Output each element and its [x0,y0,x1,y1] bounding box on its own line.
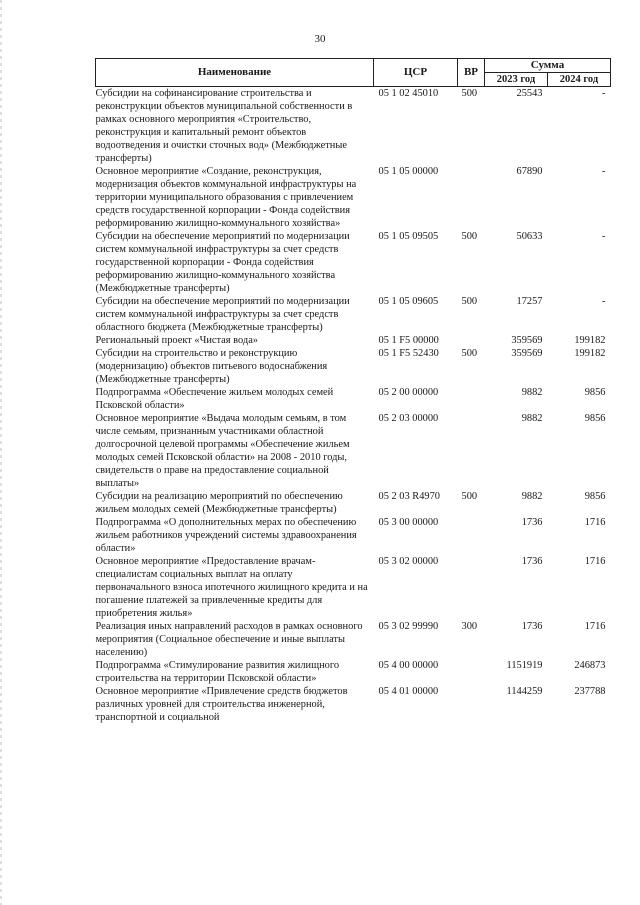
row-csr-cell: 05 2 03 R4970 [378,491,440,502]
row-amount-2024-cell: 1716 [584,556,606,567]
row-name-cell: Субсидии на обеспечение мероприятий по модернизации систем коммунальной инфраструктуры за счет средств государственной корпорации - Фонда содействия реформированию жилищно-коммунального хозяйства (Межбюджетные трансферты) [95,231,350,294]
row-csr-cell: 05 1 02 45010 [378,88,439,99]
table-row [96,165,611,230]
table-row [96,230,611,295]
row-vr-cell [458,165,485,230]
row-name-cell: Основное мероприятие «Выдача молодым семьям, в том числе семьям, признанным участниками областной долгосрочной целевой программы «Обеспечение жильем молодых семей Псковской области» на 2008 - 2010 годы, свидетельств о праве на предоставление социальной выплаты» [95,413,350,489]
column-header-year-2024: 2024 год [548,73,611,87]
row-amount-2023-cell: 359569 [511,348,543,359]
row-csr-cell: 05 1 05 09605 [378,296,439,307]
row-vr-cell: 500 [461,231,478,242]
row-vr-cell: 500 [461,88,478,99]
table-header [96,59,611,87]
row-csr-cell: 05 4 01 00000 [378,686,439,697]
row-name-cell: Основное мероприятие «Создание, реконструкция, модернизация объектов коммунальной инфраструктуры на территории муниципального образования с привлечением средств государственной корпорации - Фонда содействия реформированию жилищно-коммунального хозяйства» [95,166,357,229]
table-row [96,412,611,490]
row-vr-cell [458,386,485,412]
row-csr-cell: 05 1 05 09505 [378,231,439,242]
row-vr-cell: 500 [461,491,478,502]
table-row [96,685,611,724]
row-name-cell: Реализация иных направлений расходов в рамках основного мероприятия (Социальное обеспечение и иные выплаты населению) [95,621,363,658]
row-csr-cell: 05 3 02 99990 [378,621,439,632]
row-name-cell: Региональный проект «Чистая вода» [95,335,259,346]
row-amount-2024-cell: - [602,166,606,177]
row-name-cell: Подпрограмма «Стимулирование развития жилищного строительства на территории Псковской области» [95,660,340,684]
row-vr-cell [458,334,485,347]
table-row [96,516,611,555]
row-amount-2024-cell: - [602,296,606,307]
row-vr-cell [458,516,485,555]
row-amount-2024-cell: 9856 [584,491,606,502]
row-amount-2023-cell: 17257 [516,296,543,307]
row-vr-cell [458,412,485,490]
table-row [96,295,611,334]
row-csr-cell: 05 2 03 00000 [378,413,439,424]
row-name-cell: Субсидии на софинансирование строительства и реконструкции объектов муниципальной собственности в рамках основного мероприятия «Строительство, реконструкция и капитальный ремонт объектов водоотведения и очистки сточных вод» (Межбюджетные трансферты) [95,88,353,164]
table-row [96,347,611,386]
row-amount-2023-cell: 9882 [521,387,543,398]
row-name-cell: Подпрограмма «Обеспечение жильем молодых семей Псковской области» [95,387,334,411]
column-header-csr: ЦСР [374,59,458,87]
column-header-year-2023: 2023 год [485,73,548,87]
row-amount-2024-cell: 246873 [574,660,606,671]
table-row [96,620,611,659]
table-row [96,386,611,412]
row-amount-2023-cell: 9882 [521,413,543,424]
row-amount-2024-cell: - [602,231,606,242]
row-amount-2023-cell: 1144259 [506,686,543,697]
table-row [96,555,611,620]
row-csr-cell: 05 4 00 00000 [378,660,439,671]
column-header-name: Наименование [96,59,374,87]
row-vr-cell: 500 [461,296,478,307]
row-csr-cell: 05 1 05 00000 [378,166,439,177]
table-row [96,87,611,166]
row-name-cell: Подпрограмма «О дополнительных мерах по обеспечению жильем работников учреждений системы здравоохранения области» [95,517,357,554]
row-amount-2024-cell: 1716 [584,517,606,528]
table-row [96,490,611,516]
table-row [96,659,611,685]
row-amount-2024-cell: 199182 [574,335,606,346]
row-amount-2024-cell: 9856 [584,413,606,424]
table-body [96,87,611,725]
row-amount-2024-cell: 1716 [584,621,606,632]
budget-table [95,58,611,724]
row-amount-2023-cell: 1736 [521,621,543,632]
row-name-cell: Основное мероприятие «Предоставление врачам-специалистам социальных выплат на оплату первоначального взноса ипотечного жилищного кредита и на погашение платежей за привлеченные кредиты для приобретения жилья» [95,556,368,619]
row-vr-cell [458,685,485,724]
row-name-cell: Субсидии на строительство и реконструкцию (модернизацию) объектов питьевого водоснабжения (Межбюджетные трансферты) [95,348,328,385]
row-csr-cell: 05 3 02 00000 [378,556,439,567]
row-amount-2023-cell: 67890 [516,166,543,177]
table-row [96,334,611,347]
row-amount-2023-cell: 50633 [516,231,543,242]
row-amount-2023-cell: 25543 [516,88,543,99]
row-amount-2023-cell: 1151919 [506,660,543,671]
row-csr-cell: 05 1 F5 52430 [378,348,439,359]
row-vr-cell: 500 [461,348,478,359]
column-header-sum: Сумма [485,59,611,73]
page-number: 30 [314,33,326,45]
row-amount-2024-cell: 199182 [574,348,606,359]
scan-edge [0,0,2,905]
row-amount-2023-cell: 9882 [521,491,543,502]
row-name-cell: Субсидии на обеспечение мероприятий по модернизации систем коммунальной инфраструктуры за счет средств областного бюджета (Межбюджетные трансферты) [95,296,350,333]
row-amount-2023-cell: 1736 [521,517,543,528]
row-csr-cell: 05 1 F5 00000 [378,335,439,346]
row-vr-cell: 300 [461,621,478,632]
row-vr-cell [458,555,485,620]
row-amount-2023-cell: 1736 [521,556,543,567]
row-amount-2024-cell: 9856 [584,387,606,398]
row-name-cell: Основное мероприятие «Привлечение средств бюджетов различных уровней для строительства инженерной, транспортной и социальной [95,686,348,723]
column-header-vr: ВР [458,59,485,87]
row-csr-cell: 05 2 00 00000 [378,387,439,398]
row-amount-2023-cell: 359569 [511,335,543,346]
row-csr-cell: 05 3 00 00000 [378,517,439,528]
row-amount-2024-cell: 237788 [574,686,606,697]
row-amount-2024-cell: - [602,88,606,99]
row-vr-cell [458,659,485,685]
row-name-cell: Субсидии на реализацию мероприятий по обеспечению жильем молодых семей (Межбюджетные трансферты) [95,491,343,515]
